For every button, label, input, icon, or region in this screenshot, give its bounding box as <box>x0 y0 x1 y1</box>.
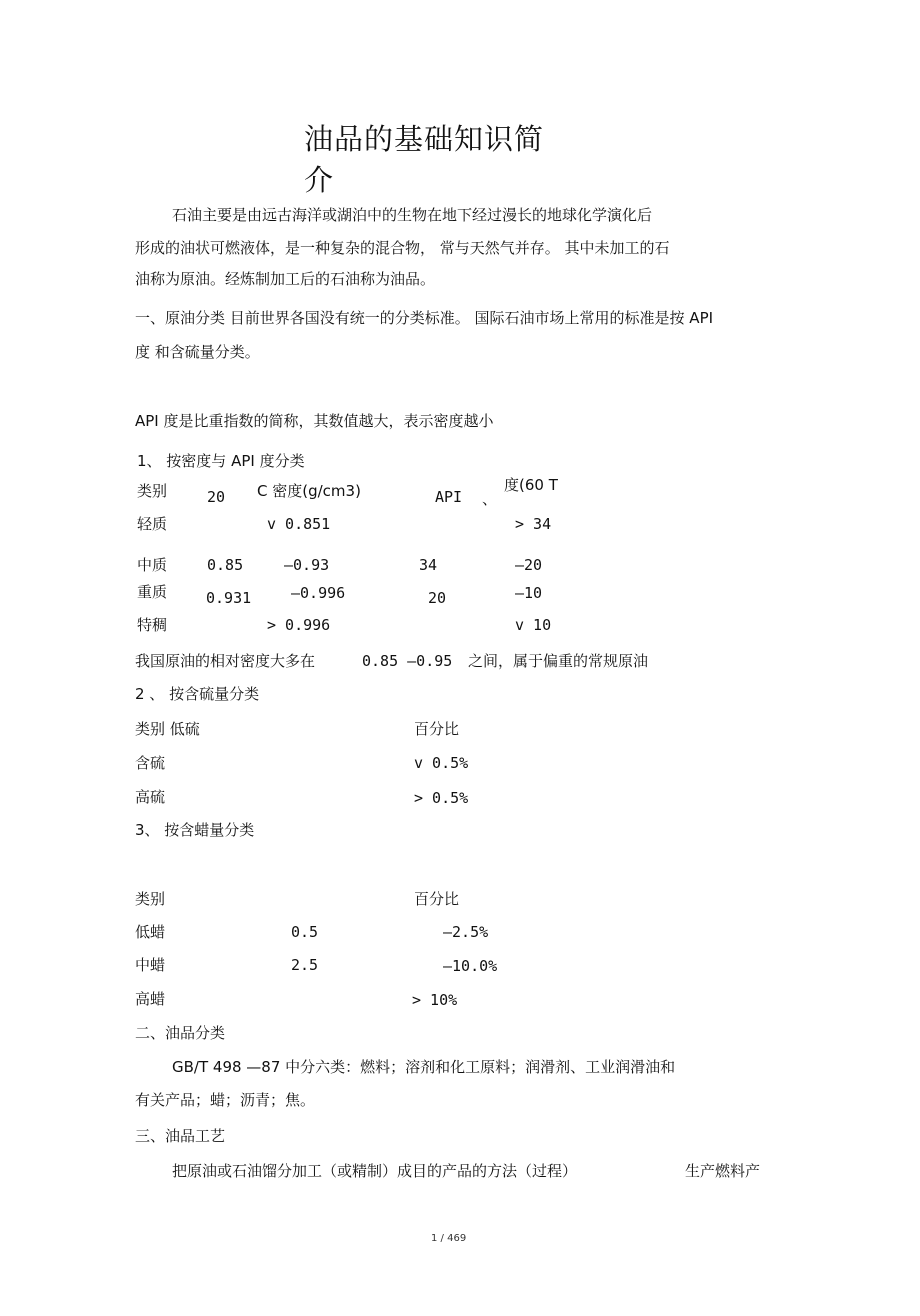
china-note-text-end: 之间，属于偏重的常规原油 <box>468 652 649 670</box>
china-note-text: 我国原油的相对密度大多在 <box>135 652 316 670</box>
row-medium-api-to: —20 <box>515 556 543 574</box>
page-title-continued: 介 <box>304 163 335 197</box>
row-light-api: > 34 <box>515 515 552 533</box>
section3-line-1: 把原油或石油馏分加工（或精制）成目的产品的方法（过程） <box>172 1162 578 1180</box>
sulfur-row-high-name: 高硫 <box>135 788 166 806</box>
wax-row-mid-from: 2.5 <box>291 956 319 974</box>
page-title: 油品的基础知识简 <box>304 122 545 156</box>
density-header-density: C 密度(g/cm3) <box>257 482 361 500</box>
section2-line-1: GB/T 498 —87 中分六类：燃料；溶剂和化工原料；润滑剂、工业润滑油和 <box>172 1058 676 1076</box>
row-light-density: v 0.851 <box>267 515 331 533</box>
china-note-value: 0.85 —0.95 <box>362 652 453 670</box>
page-number: 1 / 469 <box>431 1233 467 1244</box>
row-heavy-name: 重质 <box>137 583 168 601</box>
density-header-api: API <box>435 488 463 506</box>
section3-heading: 三、油品工艺 <box>135 1127 226 1145</box>
section3-line-1-tail: 生产燃料产 <box>685 1162 761 1180</box>
section1-line-2: 度 和含硫量分类。 <box>135 343 260 361</box>
wax-row-low-name: 低蜡 <box>135 923 166 941</box>
section1-line-1: 一、原油分类 目前世界各国没有统一的分类标准。 国际石油市场上常用的标准是按 API <box>135 309 714 327</box>
row-light-name: 轻质 <box>137 515 168 533</box>
wax-row-low-to: —2.5% <box>443 923 489 941</box>
section2-heading: 二、油品分类 <box>135 1024 226 1042</box>
row-extra-heavy-name: 特稠 <box>137 616 168 634</box>
density-header-category: 类别 <box>137 482 168 500</box>
row-medium-density-to: —0.93 <box>284 556 330 574</box>
sulfur-row-high-value: > 0.5% <box>414 789 469 807</box>
api-note: API 度是比重指数的简称，其数值越大，表示密度越小 <box>135 412 494 430</box>
density-header-api-degree: 度(60 T <box>504 476 558 494</box>
sulfur-header-category: 类别 低硫 <box>135 720 200 738</box>
sulfur-row-contain-value: v 0.5% <box>414 754 469 772</box>
row-heavy-density-to: —0.996 <box>291 584 346 602</box>
wax-row-high-value: > 10% <box>412 991 458 1009</box>
row-heavy-density-from: 0.931 <box>206 589 252 607</box>
row-heavy-api-to: —10 <box>515 584 543 602</box>
row-medium-name: 中质 <box>137 556 168 574</box>
row-heavy-api-from: 20 <box>428 589 447 607</box>
intro-line-2: 形成的油状可燃液体，是一种复杂的混合物， 常与天然气并存。 其中未加工的石 <box>135 239 670 257</box>
sulfur-header-percent: 百分比 <box>414 720 460 738</box>
density-header-api-mark: 、 <box>482 490 498 508</box>
row-medium-density-from: 0.85 <box>207 556 244 574</box>
sulfur-row-contain-name: 含硫 <box>135 754 166 772</box>
wax-row-high-name: 高蜡 <box>135 990 166 1008</box>
wax-row-low-from: 0.5 <box>291 923 319 941</box>
density-table-heading: 1、 按密度与 API 度分类 <box>137 452 305 470</box>
row-medium-api-from: 34 <box>419 556 438 574</box>
wax-table-heading: 3、 按含蜡量分类 <box>135 821 255 839</box>
wax-header-category: 类别 <box>135 890 166 908</box>
sulfur-table-heading: 2 、 按含硫量分类 <box>135 685 260 703</box>
intro-line-1: 石油主要是由远古海洋或湖泊中的生物在地下经过漫长的地球化学演化后 <box>172 206 653 224</box>
row-extra-heavy-density: > 0.996 <box>267 616 331 634</box>
section2-line-2: 有关产品；蜡；沥青；焦。 <box>135 1091 316 1109</box>
wax-header-percent: 百分比 <box>414 890 460 908</box>
intro-line-3: 油称为原油。经炼制加工后的石油称为油品。 <box>135 270 436 288</box>
wax-row-mid-name: 中蜡 <box>135 956 166 974</box>
wax-row-mid-to: —10.0% <box>443 957 498 975</box>
density-header-temp: 20 <box>207 488 226 506</box>
row-extra-heavy-api: v 10 <box>515 616 552 634</box>
